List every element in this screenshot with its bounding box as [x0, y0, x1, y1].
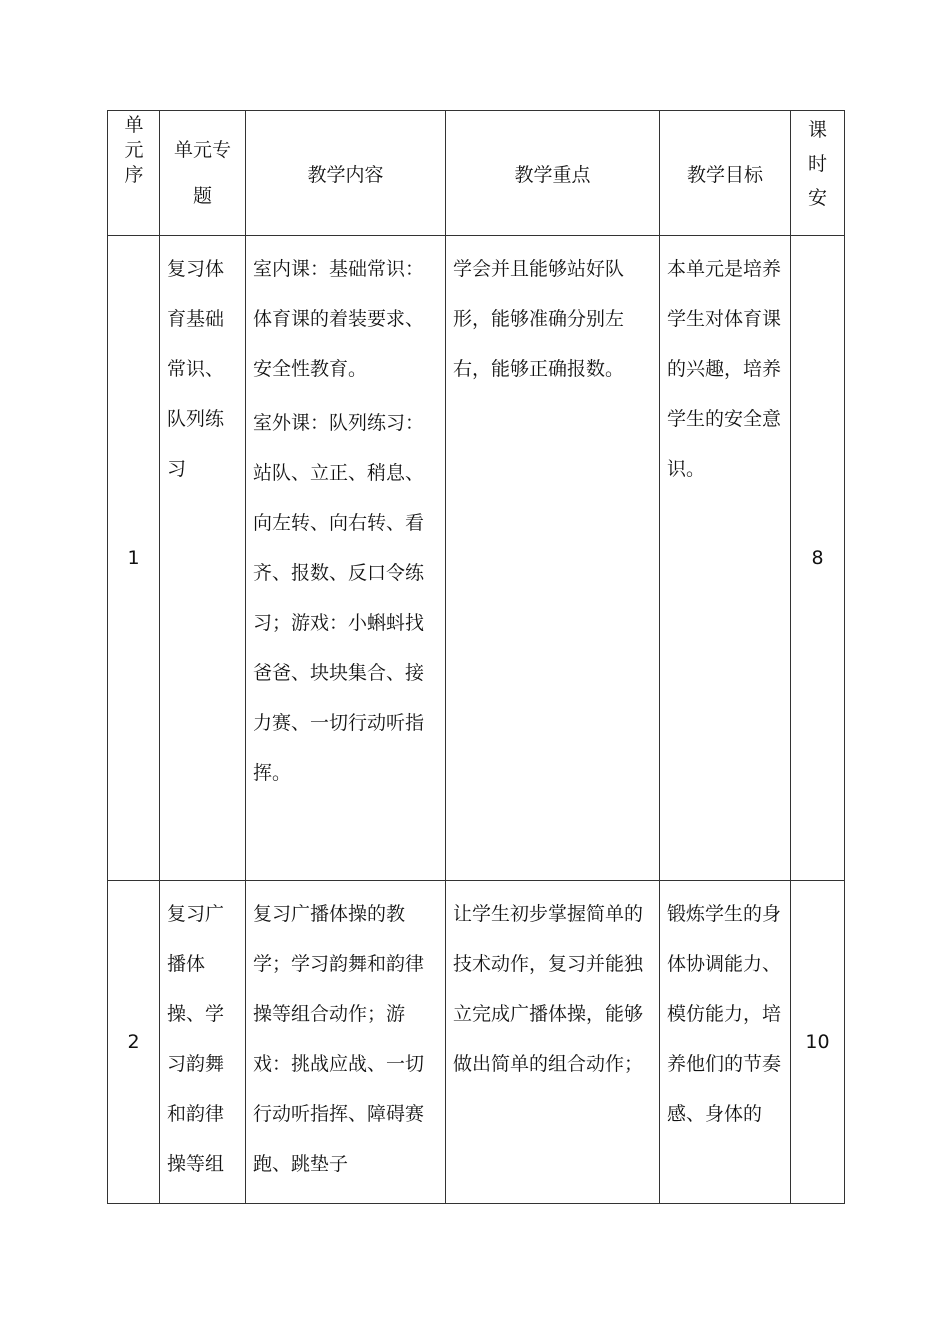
table-row [108, 881, 845, 1204]
teaching-plan-table [107, 110, 845, 1204]
content-text-outdoor: 室外课：队列练习：站队、立正、稍息、向左转、向右转、看齐、报数、反口令练习；游戏：小蝌蚪找爸爸、块块集合、接力赛、一切行动听指挥。 [253, 412, 425, 784]
topic-cell [160, 236, 246, 881]
header-cell-unit [108, 111, 160, 236]
hours-value: 10 [805, 1031, 830, 1053]
header-cell-content [246, 111, 446, 236]
unit-cell [108, 881, 160, 1204]
content-cell [246, 881, 446, 1204]
header-unit-label: 单元序 [124, 114, 144, 186]
focus-cell [446, 236, 660, 881]
topic-cell [160, 881, 246, 1204]
topic-text: 复习体育基础常识、队列练习 [167, 258, 225, 480]
content-cell [246, 236, 446, 881]
goal-cell [660, 881, 791, 1204]
unit-number: 1 [127, 547, 140, 569]
header-cell-topic [160, 111, 246, 236]
focus-text: 学会并且能够站好队形，能够准确分别左右，能够正确报数。 [453, 258, 625, 380]
hours-cell [791, 881, 845, 1204]
goal-text: 本单元是培养学生对体育课的兴趣，培养学生的安全意识。 [667, 258, 782, 480]
header-hours-label: 课时安 [807, 119, 827, 209]
header-focus-label: 教学重点 [514, 163, 591, 186]
header-goal-label: 教学目标 [686, 163, 763, 186]
hours-cell [791, 236, 845, 881]
header-content-label: 教学内容 [307, 163, 384, 186]
goal-cell [660, 236, 791, 881]
topic-text: 复习广播体操、学习韵舞和韵律操等组 [167, 903, 225, 1175]
hours-value: 8 [811, 547, 824, 569]
header-topic-label: 单元专题 [173, 139, 231, 207]
header-row [108, 111, 845, 236]
content-text: 复习广播体操的教学；学习韵舞和韵律操等组合动作；游戏：挑战应战、一切行动听指挥、障碍赛跑、跳垫子 [253, 903, 425, 1175]
focus-cell [446, 881, 660, 1204]
unit-number: 2 [127, 1031, 140, 1053]
table-row [108, 236, 845, 881]
unit-cell [108, 236, 160, 881]
header-cell-goal [660, 111, 791, 236]
header-cell-hours [791, 111, 845, 236]
header-cell-focus [446, 111, 660, 236]
content-text-indoor: 室内课：基础常识：体育课的着装要求、安全性教育。 [253, 258, 425, 380]
focus-text: 让学生初步掌握简单的技术动作，复习并能独立完成广播体操，能够做出简单的组合动作； [453, 903, 644, 1075]
goal-text: 锻炼学生的身体协调能力、模仿能力，培养他们的节奏感、身体的 [667, 903, 782, 1125]
